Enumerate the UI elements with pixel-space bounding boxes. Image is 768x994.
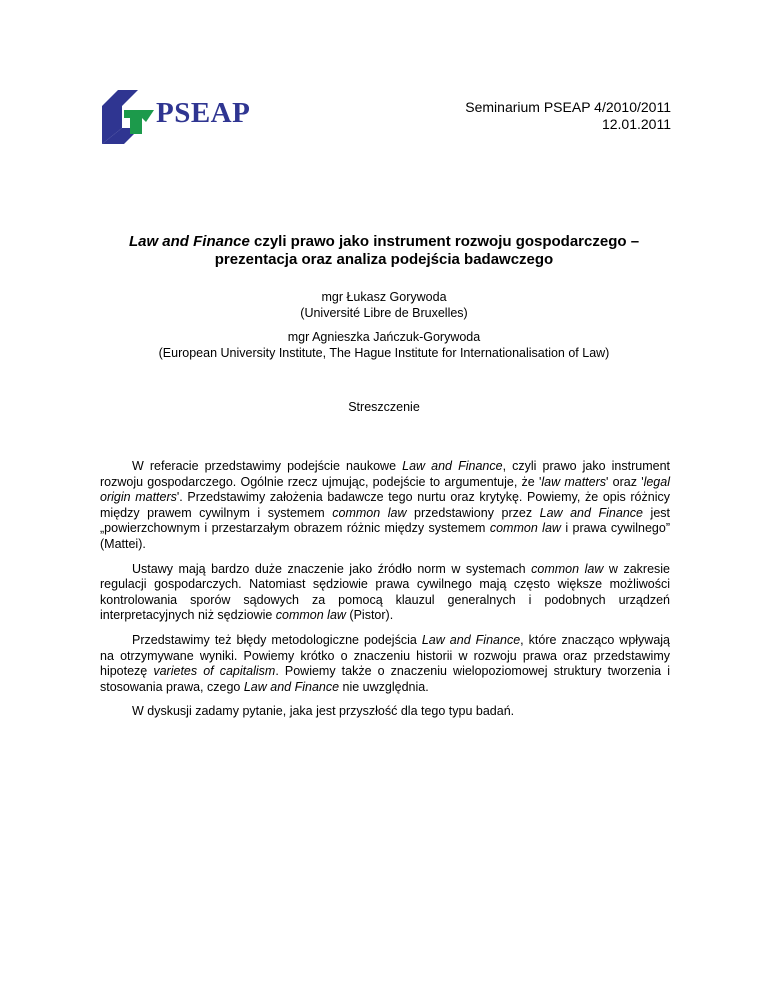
document-title xyxy=(100,233,668,269)
text-span: nie uwzględnia. xyxy=(339,679,429,694)
seminar-date: 12.01.2011 xyxy=(601,116,671,132)
text-span: Ustawy mają bardzo duże znaczenie jako źródło norm w systemach xyxy=(132,561,532,576)
text-span: , które znacząco wpływają na otrzymywane wyniki. Powiemy krótko o znaczeniu historii w rozwoju prawa oraz przedstawimy hipotezę xyxy=(100,632,671,679)
italic-term: law matters xyxy=(541,474,607,489)
text-span: w zakresie regulacji gospodarczych. Natomiast sędziowie prawa cywilnego mają często większe możliwości kontrolowania sporów sądowych za pomocą klauzul generalnych i podobnych urządzeń interpretacyjnych niż sędziowie xyxy=(100,561,670,623)
italic-term: common law xyxy=(275,608,346,623)
text-span: ' oraz ' xyxy=(606,474,644,489)
italic-term: common law xyxy=(489,521,561,536)
paragraph-1 xyxy=(100,459,670,553)
text-span: W dyskusji zadamy pytanie, jaka jest przyszłość dla tego typu badań. xyxy=(132,704,515,719)
italic-term: common law xyxy=(531,561,604,576)
text-span: Przedstawimy też błędy metodologiczne podejścia xyxy=(132,632,422,647)
author-1 xyxy=(80,290,688,321)
seminar-info xyxy=(465,99,671,133)
author-name: mgr Łukasz Gorywoda xyxy=(321,290,447,304)
author-2 xyxy=(80,330,688,361)
pseap-logo xyxy=(100,88,270,146)
pseap-logo-icon xyxy=(100,88,156,146)
text-span: przedstawiony przez xyxy=(406,505,540,520)
title-line-2: prezentacja oraz analiza podejścia badawczego xyxy=(214,251,554,268)
italic-term: Law and Finance xyxy=(539,505,643,520)
text-span: '. Przedstawimy założenia badawcze tego nurtu oraz krytykę. Powiemy, że opis różnicy między prawem cywilnym i systemem xyxy=(100,490,670,520)
title-line-1 xyxy=(100,233,668,251)
author-affiliation: (Université Libre de Bruxelles) xyxy=(300,305,468,320)
text-span: jest „powierzchownym i przestarzałym obrazem różnic między systemem xyxy=(100,505,671,536)
abstract-body xyxy=(100,459,670,729)
title-rest: czyli prawo jako instrument rozwoju gospodarczego – xyxy=(249,233,640,250)
abstract-heading: Streszczenie xyxy=(348,400,420,414)
paragraph-2 xyxy=(100,562,670,624)
logo-text: PSEAP xyxy=(156,97,251,129)
author-affiliation: (European University Institute, The Hague Institute for Internationalisation of Law) xyxy=(158,345,610,360)
text-span: . Powiemy także o znaczeniu wielopoziomowej struktury tworzenia i stosowania prawa, czego xyxy=(100,664,671,694)
italic-term: common law xyxy=(332,505,407,520)
paragraph-3 xyxy=(100,633,670,695)
italic-term: Law and Finance xyxy=(402,459,503,473)
text-span: (Pistor). xyxy=(345,608,394,623)
italic-term: Law and Finance xyxy=(243,679,340,694)
title-italic: Law and Finance xyxy=(128,233,250,250)
italic-term: varietes of capitalism xyxy=(153,664,276,679)
text-span: , czyli prawo jako instrument rozwoju gospodarczego. Ogólnie rzecz ujmując, podejście to argumentuje, że ' xyxy=(100,459,671,489)
italic-term: Law and Finance xyxy=(421,632,521,647)
italic-term: legal origin matters xyxy=(100,474,670,505)
author-name: mgr Agnieszka Jańczuk-Gorywoda xyxy=(287,330,481,344)
text-span: i prawa cywilnego” (Mattei). xyxy=(100,521,670,551)
seminar-line: Seminarium PSEAP 4/2010/2011 xyxy=(465,99,671,115)
paragraph-4 xyxy=(100,704,670,720)
text-span: W referacie przedstawimy podejście naukowe xyxy=(132,459,403,473)
